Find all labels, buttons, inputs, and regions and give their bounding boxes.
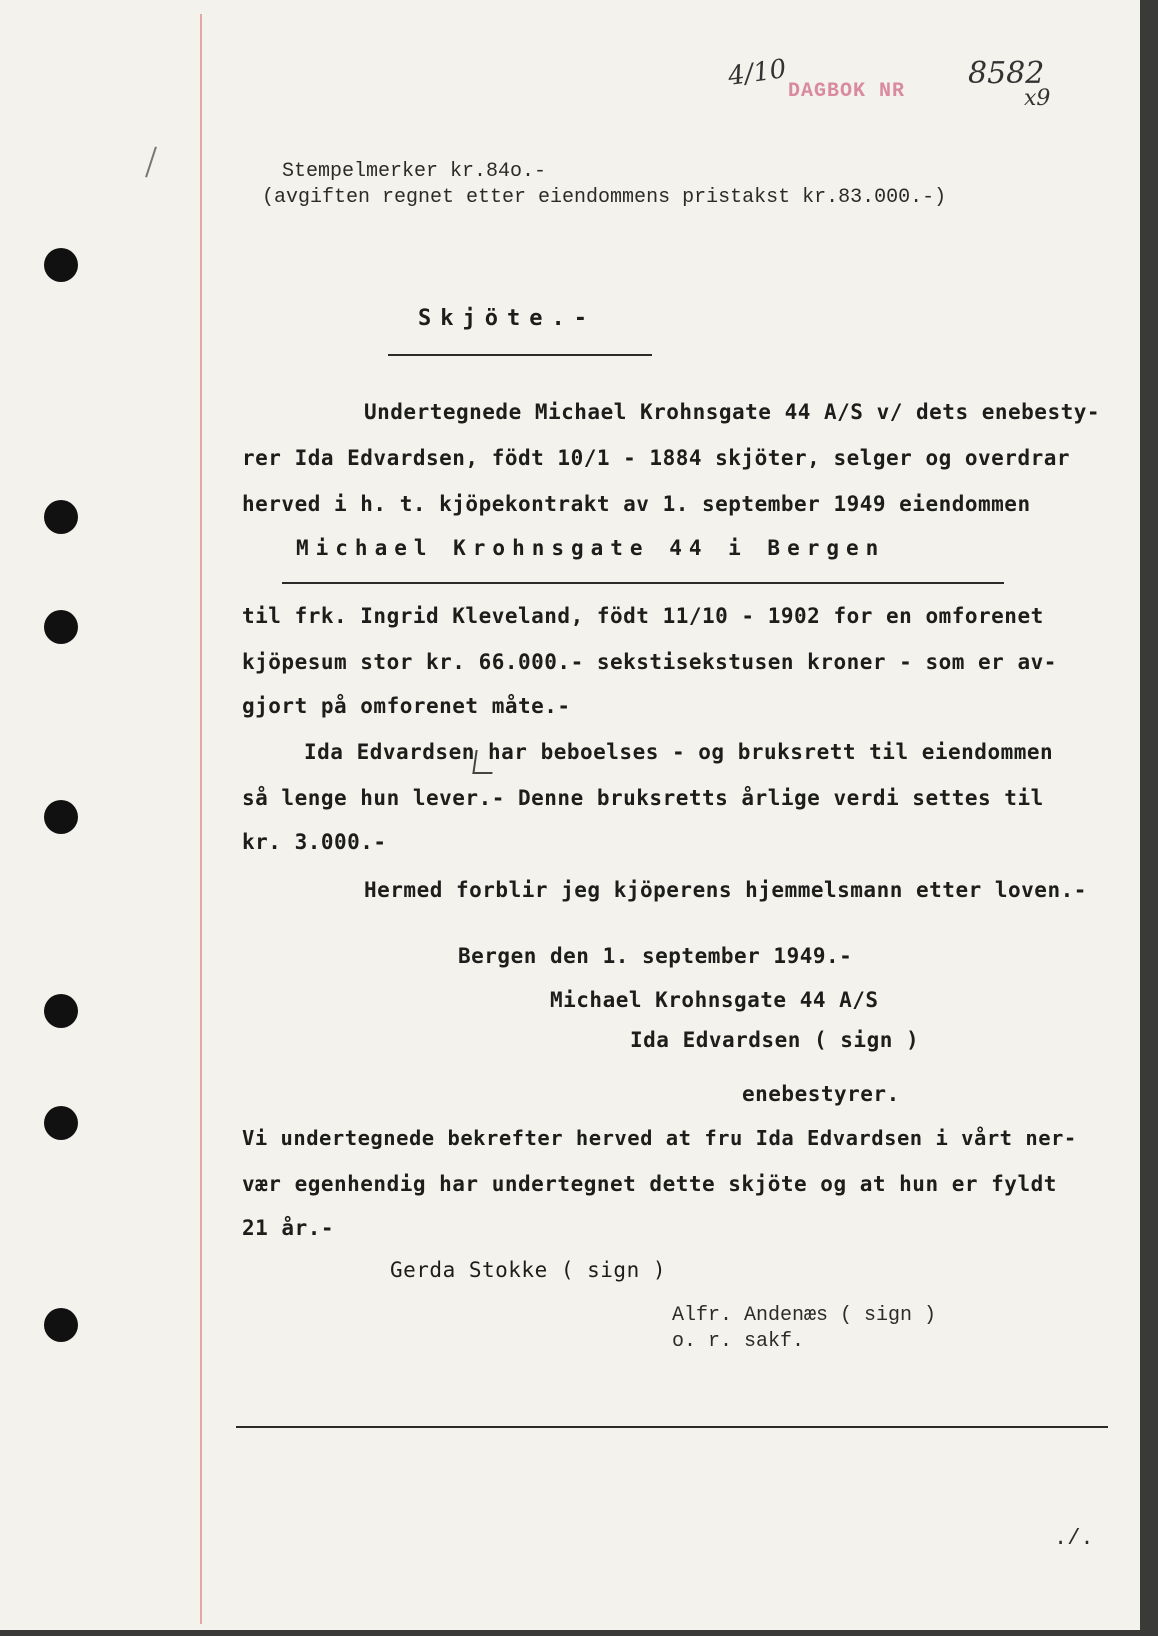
paragraph-3-line-2: så lenge hun lever.- Denne bruksretts årlige verdi settes til	[242, 786, 1044, 810]
paragraph-3-line-1: Ida Edvardsen har beboelses - og bruksrett til eiendommen	[304, 740, 1054, 764]
margin-line	[200, 14, 202, 1624]
title-underline	[388, 354, 652, 356]
punch-hole	[44, 994, 78, 1028]
punch-hole	[44, 610, 78, 644]
punch-hole	[44, 1106, 78, 1140]
punch-hole	[44, 500, 78, 534]
witness-2-title: o. r. sakf.	[672, 1330, 805, 1353]
handwritten-correction	[472, 750, 495, 774]
paragraph-1-line-2: rer Ida Edvardsen, födt 10/1 - 1884 skjöter, selger og overdrar	[242, 446, 1071, 470]
stamp-label: DAGBOK NR	[788, 80, 906, 103]
stamp-suffix: x9	[1024, 86, 1051, 111]
place-date: Bergen den 1. september 1949.-	[458, 944, 853, 968]
bottom-rule	[236, 1426, 1108, 1428]
fee-line-2: (avgiften regnet etter eiendommens pristakst kr.83.000.-)	[262, 186, 947, 209]
paragraph-2-line-1: til frk. Ingrid Kleveland, födt 11/10 - 1902 for en omforenet	[242, 604, 1044, 628]
property-name: Michael Krohnsgate 44 i Bergen	[296, 536, 886, 560]
witness-2: Alfr. Andenæs ( sign )	[672, 1304, 937, 1327]
witness-1: Gerda Stokke ( sign )	[390, 1258, 667, 1282]
document-title: Skjöte.-	[418, 306, 596, 331]
pencil-mark	[145, 146, 157, 177]
stamp-number: 8582	[968, 56, 1045, 91]
property-underline	[282, 582, 1004, 584]
company-name: Michael Krohnsgate 44 A/S	[550, 988, 879, 1012]
punch-hole	[44, 248, 78, 282]
punch-hole	[44, 800, 78, 834]
fee-line-1: Stempelmerker kr.84o.-	[282, 160, 547, 183]
paragraph-5-line-2: vær egenhendig har undertegnet dette skjöte og at hun er fyldt	[242, 1172, 1057, 1196]
paragraph-5-line-3: 21 år.-	[242, 1216, 335, 1240]
paragraph-2-line-2: kjöpesum stor kr. 66.000.- sekstisekstusen kroner - som er av-	[242, 650, 1057, 674]
signer-role: enebestyrer.	[742, 1082, 900, 1106]
punch-hole	[44, 1308, 78, 1342]
page-continuation-mark: ./.	[1054, 1526, 1094, 1551]
paragraph-5-line-1: Vi undertegnede bekrefter herved at fru Ida Edvardsen i vårt ner-	[242, 1126, 1077, 1150]
paragraph-1-line-1: Undertegnede Michael Krohnsgate 44 A/S v/ dets enebesty-	[364, 400, 1101, 424]
paragraph-3-line-3: kr. 3.000.-	[242, 830, 387, 854]
paragraph-4: Hermed forblir jeg kjöperens hjemmelsmann etter loven.-	[364, 878, 1087, 902]
paragraph-1-line-3: herved i h. t. kjöpekontrakt av 1. september 1949 eiendommen	[242, 492, 1031, 516]
paragraph-2-line-3: gjort på omforenet måte.-	[242, 694, 571, 718]
signer-name: Ida Edvardsen ( sign )	[630, 1028, 920, 1052]
stamp-date: 4/10	[726, 54, 789, 92]
